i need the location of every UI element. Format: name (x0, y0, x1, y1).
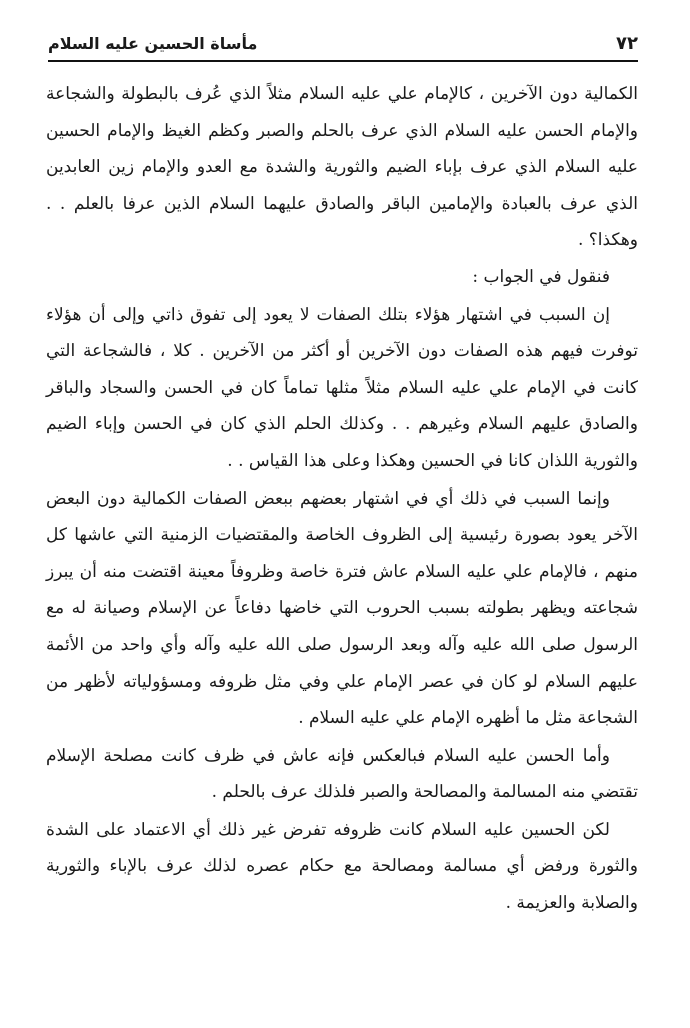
page-header (48, 22, 638, 56)
paragraph-continuation: الكمالية دون الآخرين ، كالإمام علي عليه السلام مثلاً الذي عُرف بالبطولة والشجاعة والإمام الحسن عليه السلام الذي عرف بالحلم والصبر وكظم الغيظ والإمام الحسين عليه السلام الذي عرف بإباء الضيم والثورية والشدة مع العدو والإمام زين العابدين الذي عرف بالعبادة والإمامين الباقر والصادق عليهما السلام الذين عرفا بالعلم . . وهكذا؟ . (46, 84, 638, 251)
paragraph-answer-intro: فنقول في الجواب : (472, 266, 610, 287)
header-rule (48, 60, 638, 62)
paragraph-hasan: وأما الحسن عليه السلام فبالعكس فإنه عاش في ظرف كانت مصلحة الإسلام تقتضي منه المسالمة والمصالحة والصبر فلذلك عرف بالحلم . (46, 745, 638, 803)
running-title: مأساة الحسين عليه السلام (48, 34, 258, 53)
page-body (46, 76, 638, 922)
paragraph-circumstances: وإنما السبب في ذلك أي في اشتهار بعضهم ببعض الصفات الكمالية دون البعض الآخر يعود بصورة رئيسية إلى الظروف الخاصة والمقتضيات الزمنية التي عاشها كل منهم ، فالإمام علي عليه السلام عاش فترة خاصة وظروفاً معينة اقتضت منه أن يبرز شجاعته ويظهر بطولته بسبب الحروب التي خاضها دفاعاً عن الإسلام وصيانة له مع الرسول صلى الله عليه وآله وبعد الرسول صلى الله عليه وآله وأي واحد من الأئمة عليهم السلام لو كان في عصر الإمام علي وفي مثل ظروفه ومسؤولياته لأظهر من الشجاعة مثل ما أظهره الإمام علي عليه السلام . (46, 488, 638, 729)
paragraph-husain: لكن الحسين عليه السلام كانت ظروفه تفرض غير ذلك أي الاعتماد على الشدة والثورة ورفض أي مسالمة ومصالحة مع حكام عصره لذلك عرف بالإباء والثورية والصلابة والعزيمة . (46, 819, 638, 914)
paragraph-reason: إن السبب في اشتهار هؤلاء بتلك الصفات لا يعود إلى تفوق ذاتي وإلى أن هؤلاء توفرت فيهم هذه الصفات دون الآخرين أو أكثر من الآخرين . كلا ، فالشجاعة التي كانت في الإمام علي عليه السلام مثلاً مثلها تماماً كان في الحسن والسجاد والباقر والصادق عليهم السلام وغيرهم . . وكذلك الحلم الذي كان في الحسن وإباء الضيم والثورية اللذان كانا في الحسين وهكذا وعلى هذا القياس . . (46, 304, 638, 471)
page-number: ٧٢ (616, 33, 638, 54)
